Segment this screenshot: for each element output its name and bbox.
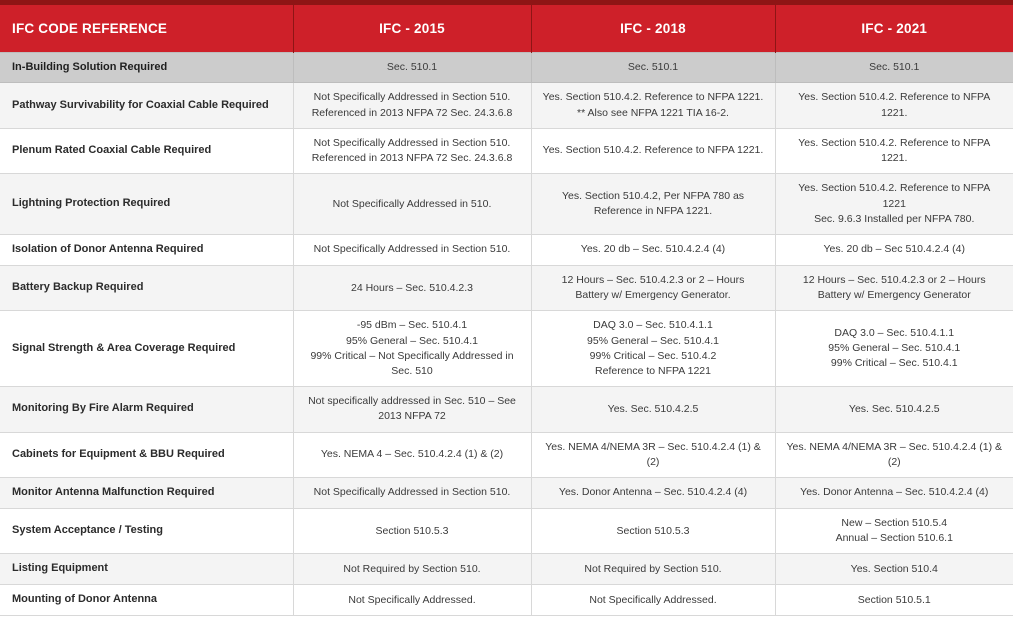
cell-ifc2021: [775, 478, 1013, 509]
cell-ifc2015: [293, 387, 531, 432]
cell-ifc2015: [293, 128, 531, 173]
table-row: [0, 432, 1013, 477]
cell-line: ** Also see NFPA 1221 TIA 16-2.: [577, 106, 729, 119]
cell-line: 95% General – Sec. 510.4.1: [587, 334, 719, 347]
cell-line: Sec. 510.1: [386, 60, 438, 73]
cell-ifc2021: [775, 83, 1013, 128]
table-row: [0, 174, 1013, 235]
cell-ifc2015: [293, 174, 531, 235]
header-row: [0, 5, 1013, 52]
cell-line: Reference to NFPA 1221: [595, 365, 711, 377]
cell-ifc2015: [293, 554, 531, 585]
cell-ifc2021: [775, 174, 1013, 235]
table-row: [0, 478, 1013, 509]
cell-ifc2018: [531, 478, 775, 509]
row-label-cell: Mounting of Donor Antenna: [0, 585, 293, 616]
row-label-cell: Monitoring By Fire Alarm Required: [0, 387, 293, 432]
cell-ifc2021: [775, 265, 1013, 310]
row-label-cell: Monitor Antenna Malfunction Required: [0, 478, 293, 509]
cell-line: 95% General – Sec. 510.4.1: [346, 334, 478, 347]
cell-ifc2018: [531, 311, 775, 387]
cell-line: 95% General – Sec. 510.4.1: [828, 342, 961, 355]
cell-line: Yes. NEMA 4/NEMA 3R – Sec. 510.4.2.4 (1) & (2): [786, 440, 1003, 468]
cell-ifc2018: [531, 585, 775, 616]
cell-ifc2018: [531, 509, 775, 554]
cell-line: Battery w/ Emergency Generator: [817, 289, 971, 302]
table-body: [0, 52, 1013, 616]
cell-ifc2015: [293, 234, 531, 265]
cell-line: DAQ 3.0 – Sec. 510.4.1.1: [834, 326, 955, 339]
cell-line: 12 Hours – Sec. 510.4.2.3 or 2 – Hours: [802, 273, 986, 286]
row-label-cell: Listing Equipment: [0, 554, 293, 585]
cell-line: Sec. 9.6.3 Installed per NFPA 780.: [814, 212, 975, 225]
cell-ifc2015: [293, 311, 531, 387]
cell-line: 24 Hours – Sec. 510.4.2.3: [351, 281, 473, 294]
cell-ifc2021: [775, 52, 1013, 83]
cell-line: 99% Critical – Not Specifically Addressed in: [310, 349, 514, 362]
cell-ifc2018: [531, 554, 775, 585]
cell-ifc2021: [775, 554, 1013, 585]
cell-line: Not Required by Section 510.: [343, 562, 481, 575]
row-label-cell: Isolation of Donor Antenna Required: [0, 234, 293, 265]
cell-ifc2018: [531, 265, 775, 310]
cell-ifc2021: [775, 509, 1013, 554]
table-row: [0, 554, 1013, 585]
cell-ifc2021: [775, 234, 1013, 265]
cell-ifc2015: [293, 432, 531, 477]
cell-ifc2018: [531, 174, 775, 235]
cell-line: Not specifically addressed in Sec. 510 – See: [308, 395, 516, 408]
cell-line: Not Specifically Addressed in Section 510.: [313, 91, 511, 104]
cell-ifc2018: [531, 234, 775, 265]
cell-ifc2021: [775, 311, 1013, 387]
table-row: [0, 83, 1013, 128]
cell-line: Yes. 20 db – Sec. 510.4.2.4 (4): [580, 243, 726, 256]
cell-line: DAQ 3.0 – Sec. 510.4.1.1: [593, 319, 713, 332]
cell-ifc2018: [531, 387, 775, 432]
cell-ifc2018: [531, 83, 775, 128]
cell-line: Not Specifically Addressed.: [589, 593, 717, 606]
cell-line: Not Required by Section 510.: [584, 562, 722, 575]
cell-ifc2015: [293, 83, 531, 128]
cell-line: Referenced in 2013 NFPA 72 Sec. 24.3.6.8: [311, 106, 513, 119]
row-label-cell: Plenum Rated Coaxial Cable Required: [0, 128, 293, 173]
cell-line: 99% Critical – Sec. 510.4.1: [830, 357, 958, 370]
cell-line: Not Specifically Addressed in Section 510.: [313, 243, 511, 256]
table-row: [0, 585, 1013, 616]
cell-line: Yes. Sec. 510.4.2.5: [607, 402, 699, 415]
cell-line: Yes. Section 510.4: [850, 562, 938, 575]
row-label-cell: Pathway Survivability for Coaxial Cable Required: [0, 83, 293, 128]
table-row: [0, 387, 1013, 432]
cell-ifc2015: [293, 265, 531, 310]
cell-line: -95 dBm – Sec. 510.4.1: [356, 319, 468, 332]
cell-line: Section 510.5.3: [375, 524, 449, 537]
table-row: [0, 52, 1013, 83]
cell-line: Yes. Sec. 510.4.2.5: [848, 402, 940, 415]
cell-line: 2013 NFPA 72: [378, 410, 446, 423]
cell-ifc2015: [293, 509, 531, 554]
cell-line: Yes. NEMA 4/NEMA 3R – Sec. 510.4.2.4 (1) & (2): [545, 440, 761, 468]
cell-line: Yes. Section 510.4.2. Reference to NFPA 1221.: [798, 136, 991, 165]
row-label-cell: Signal Strength & Area Coverage Required: [0, 311, 293, 387]
cell-line: Not Specifically Addressed.: [348, 593, 476, 606]
row-label-cell: Lightning Protection Required: [0, 174, 293, 235]
cell-line: Yes. Donor Antenna – Sec. 510.4.2.4 (4): [800, 486, 989, 499]
row-label-cell: Cabinets for Equipment & BBU Required: [0, 432, 293, 477]
table-row: [0, 234, 1013, 265]
cell-ifc2021: [775, 387, 1013, 432]
column-header-ifc-2018[interactable]: IFC - 2018: [531, 5, 775, 52]
table-row: [0, 311, 1013, 387]
column-header-ifc-2021[interactable]: IFC - 2021: [775, 5, 1013, 52]
cell-line: Yes. Section 510.4.2. Reference to NFPA 1221.: [798, 91, 991, 119]
row-label-cell: In-Building Solution Required: [0, 52, 293, 83]
cell-line: Reference in NFPA 1221.: [593, 205, 713, 218]
cell-ifc2015: [293, 478, 531, 509]
table-header: [0, 0, 1013, 52]
cell-line: Not Specifically Addressed in Section 510.: [313, 486, 511, 499]
cell-ifc2018: [531, 128, 775, 173]
column-header-ifc-2015[interactable]: IFC - 2015: [293, 5, 531, 52]
column-header-reference[interactable]: IFC CODE REFERENCE: [0, 5, 293, 52]
cell-ifc2015: [293, 585, 531, 616]
table-row: [0, 265, 1013, 310]
cell-line: Sec. 510.1: [627, 60, 679, 73]
cell-ifc2021: [775, 128, 1013, 173]
cell-line: Battery w/ Emergency Generator.: [575, 289, 731, 302]
cell-line: Sec. 510: [391, 365, 433, 377]
cell-line: Referenced in 2013 NFPA 72 Sec. 24.3.6.8: [311, 152, 513, 165]
cell-line: Section 510.5.3: [616, 524, 690, 537]
cell-line: 12 Hours – Sec. 510.4.2.3 or 2 – Hours: [561, 273, 745, 286]
cell-line: Yes. Section 510.4.2. Reference to NFPA 1221.: [542, 144, 764, 157]
cell-line: Annual – Section 510.6.1: [835, 532, 953, 545]
cell-line: Section 510.5.1: [857, 593, 931, 606]
cell-line: Not Specifically Addressed in Section 510.: [313, 136, 511, 149]
cell-line: Yes. 20 db – Sec 510.4.2.4 (4): [823, 243, 965, 256]
row-label-cell: Battery Backup Required: [0, 265, 293, 310]
row-label-cell: System Acceptance / Testing: [0, 509, 293, 554]
table-row: [0, 509, 1013, 554]
cell-line: Yes. Section 510.4.2, Per NFPA 780 as: [561, 189, 745, 202]
cell-ifc2018: [531, 52, 775, 83]
cell-line: Yes. Donor Antenna – Sec. 510.4.2.4 (4): [558, 486, 748, 499]
cell-line: Yes. Section 510.4.2. Reference to NFPA 1221: [798, 182, 991, 210]
cell-ifc2021: [775, 585, 1013, 616]
table-row: [0, 128, 1013, 173]
cell-ifc2015: [293, 52, 531, 83]
cell-ifc2021: [775, 432, 1013, 477]
cell-line: Not Specifically Addressed in 510.: [332, 197, 492, 210]
cell-ifc2018: [531, 432, 775, 477]
cell-line: Yes. NEMA 4 – Sec. 510.4.2.4 (1) & (2): [320, 448, 504, 461]
cell-line: Yes. Section 510.4.2. Reference to NFPA 1221.: [542, 91, 764, 104]
cell-line: Sec. 510.1: [869, 60, 920, 73]
cell-line: 99% Critical – Sec. 510.4.2: [589, 349, 717, 362]
cell-line: New – Section 510.5.4: [841, 517, 948, 530]
